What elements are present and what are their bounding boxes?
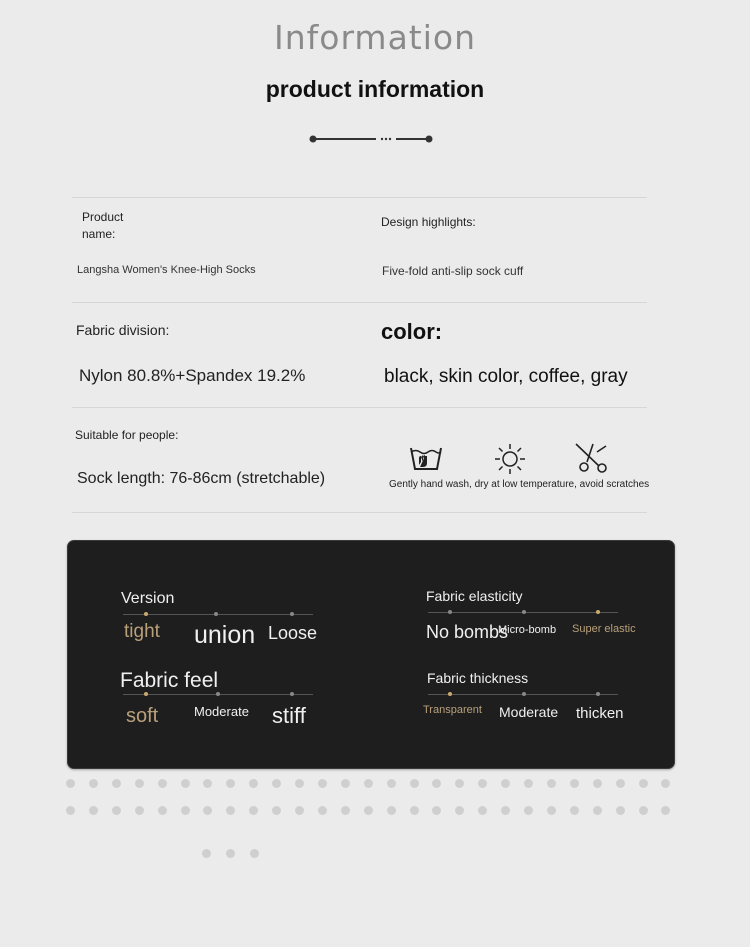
table-divider [72, 302, 647, 303]
version-option-tight: tight [124, 621, 160, 642]
fabric-elasticity-tick [448, 610, 452, 614]
decorative-dot [203, 806, 212, 815]
decorative-dot [295, 779, 304, 788]
version-tick [290, 612, 294, 616]
decorative-dot [432, 779, 441, 788]
decorative-dot [593, 806, 602, 815]
decorative-dot [226, 779, 235, 788]
color-label: color: [381, 319, 443, 344]
decorative-dot [181, 779, 190, 788]
table-divider [72, 512, 647, 513]
decorative-dot [524, 779, 533, 788]
decorative-dot [639, 779, 648, 788]
decorative-dot [661, 779, 670, 788]
decorative-dot [616, 806, 625, 815]
decorative-dot [181, 806, 190, 815]
decorative-dot-row [66, 806, 676, 816]
decorative-dot [593, 779, 602, 788]
decorative-dot [364, 779, 373, 788]
decorative-dot [639, 806, 648, 815]
decorative-dot [89, 779, 98, 788]
decorative-dot [250, 849, 259, 858]
decorative-dot [112, 806, 121, 815]
fabric-feel-tick [216, 692, 220, 696]
fabric-feel-label: Fabric feel [120, 669, 219, 692]
decorative-dot-row [66, 779, 676, 789]
attribute-panel [67, 540, 675, 769]
fabric-elasticity-option-super-elastic: Super elastic [572, 623, 636, 635]
decorative-dot [455, 779, 464, 788]
decorative-dot [616, 779, 625, 788]
low-temperature-sun-icon [494, 443, 526, 475]
decorative-dot [501, 806, 510, 815]
fabric-thickness-option-moderate: Moderate [499, 704, 559, 720]
version-marker [144, 612, 148, 616]
decorative-dot [341, 779, 350, 788]
page-subtitle: product information [265, 76, 485, 102]
decorative-dot [410, 806, 419, 815]
fabric-elasticity-tick [522, 610, 526, 614]
decorative-dot [547, 779, 556, 788]
decorative-divider [308, 132, 438, 146]
fabric-thickness-tick [596, 692, 600, 696]
fabric-feel-option-soft: soft [126, 705, 159, 727]
decorative-dot [478, 806, 487, 815]
hand-wash-icon [408, 443, 444, 473]
decorative-dot [410, 779, 419, 788]
fabric-elasticity-option-micro-bomb: Micro-bomb [498, 624, 557, 636]
decorative-dot [272, 806, 281, 815]
version-tick [214, 612, 218, 616]
design-highlights-value: Five-fold anti-slip sock cuff [382, 264, 524, 278]
page-title: Information [273, 18, 477, 57]
decorative-dot [158, 779, 167, 788]
decorative-dot [66, 779, 75, 788]
version-option-loose: Loose [268, 623, 318, 643]
decorative-dot [158, 806, 167, 815]
sock-length-value: Sock length: 76-86cm (stretchable) [77, 470, 326, 487]
fabric-thickness-option-transparent: Transparent [423, 704, 482, 716]
decorative-dot [135, 779, 144, 788]
fabric-feel-option-moderate: Moderate [194, 704, 249, 719]
decorative-dot [295, 806, 304, 815]
decorative-dot [272, 779, 281, 788]
fabric-feel-option-stiff: stiff [272, 703, 306, 728]
decorative-dot [226, 849, 235, 858]
decorative-dot [341, 806, 350, 815]
decorative-dot [570, 779, 579, 788]
scissors-icon [573, 442, 611, 474]
version-label: Version [121, 590, 175, 607]
fabric-thickness-tick [522, 692, 526, 696]
table-divider [72, 197, 647, 198]
decorative-dot [661, 806, 670, 815]
decorative-dot [478, 779, 487, 788]
fabric-division-value: Nylon 80.8%+Spandex 19.2% [79, 366, 306, 385]
decorative-dot [455, 806, 464, 815]
decorative-dot [249, 779, 258, 788]
decorative-dot [203, 779, 212, 788]
decorative-dot [135, 806, 144, 815]
decorative-dot [364, 806, 373, 815]
version-track [123, 614, 313, 615]
table-divider [72, 407, 647, 408]
version-option-union: union [194, 621, 256, 649]
color-value: black, skin color, coffee, gray [384, 366, 628, 387]
decorative-dot [318, 806, 327, 815]
care-instructions: Gently hand wash, dry at low temperature, avoid scratches [389, 479, 650, 490]
decorative-dot [387, 779, 396, 788]
fabric-thickness-marker [448, 692, 452, 696]
fabric-thickness-option-thicken: thicken [576, 705, 624, 722]
decorative-dot-row [202, 849, 262, 859]
decorative-dot [202, 849, 211, 858]
decorative-dot [432, 806, 441, 815]
design-highlights-label: Design highlights: [381, 215, 476, 229]
decorative-dot [226, 806, 235, 815]
decorative-dot [501, 779, 510, 788]
product-name-label: Product name: [82, 210, 124, 241]
decorative-dot [66, 806, 75, 815]
suitable-for-label: Suitable for people: [75, 428, 179, 442]
fabric-elasticity-option-no-bombs: No bombs [426, 622, 509, 642]
decorative-dot [112, 779, 121, 788]
fabric-feel-tick [290, 692, 294, 696]
decorative-dot [524, 806, 533, 815]
fabric-elasticity-label: Fabric elasticity [426, 588, 523, 604]
decorative-dot [318, 779, 327, 788]
fabric-elasticity-marker [596, 610, 600, 614]
product-name-value: Langsha Women's Knee-High Socks [77, 264, 256, 276]
fabric-division-label: Fabric division: [76, 322, 170, 338]
decorative-dot [547, 806, 556, 815]
decorative-dot [89, 806, 98, 815]
fabric-feel-marker [144, 692, 148, 696]
decorative-dot [570, 806, 579, 815]
decorative-dot [249, 806, 258, 815]
fabric-thickness-label: Fabric thickness [427, 670, 529, 686]
decorative-dot [387, 806, 396, 815]
